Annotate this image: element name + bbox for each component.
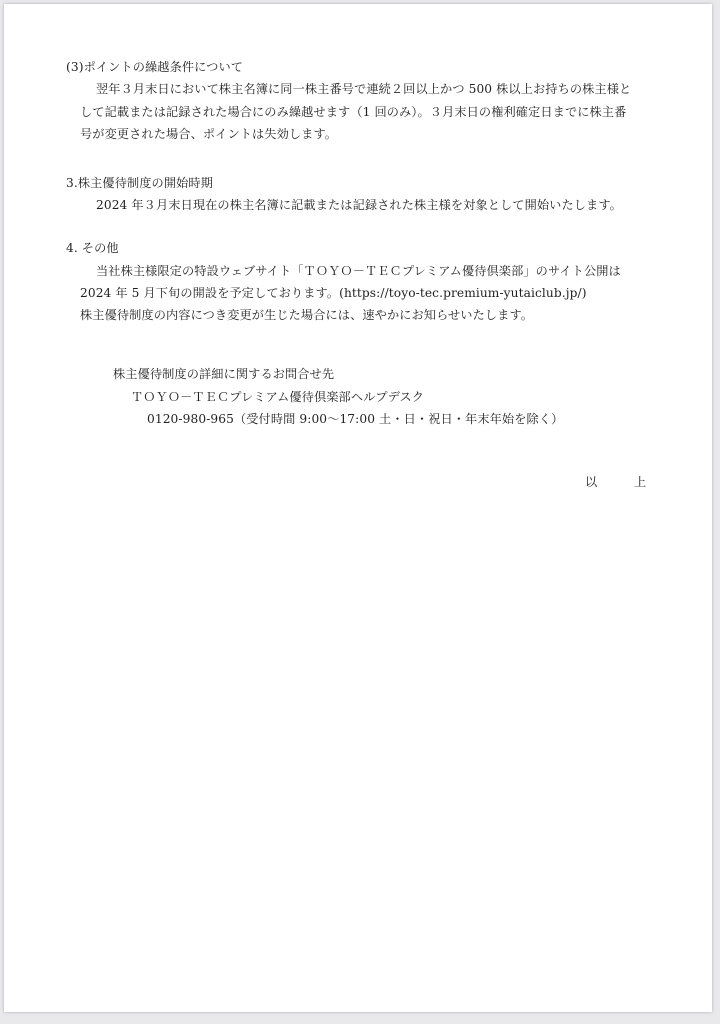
- closing-mark-right: 上: [634, 475, 647, 489]
- section-4-line-2: 2024 年 5 月下旬の開設を予定しております。(https://toyo-tec.premium-yutaiclub.jp/): [80, 286, 587, 300]
- section-3-3-line-2: して記載または記録された場合にのみ繰越せます（1 回のみ）。３月末日の権利確定日までに株主番: [80, 105, 627, 119]
- section-4-line-1: 当社株主様限定の特設ウェブサイト「ＴＯＹＯ－ＴＥＣプレミアム優待倶楽部」のサイト公開は: [96, 264, 621, 278]
- section-3-line-1: 2024 年３月末日現在の株主名簿に記載または記録された株主様を対象として開始いたします。: [96, 198, 622, 212]
- section-4-heading: 4. その他: [66, 241, 119, 255]
- closing-mark-left: 以: [585, 475, 598, 489]
- contact-desk: ＴＯＹＯ－ＴＥＣプレミアム優待倶楽部ヘルプデスク: [131, 390, 425, 404]
- section-3-3-line-3: 号が変更された場合、ポイントは失効します。: [80, 127, 338, 141]
- section-3-heading: 3.株主優待制度の開始時期: [66, 176, 213, 190]
- document-page: [4, 4, 712, 1012]
- contact-title: 株主優待制度の詳細に関するお問合せ先: [113, 367, 335, 381]
- contact-phone: 0120-980-965（受付時間 9:00～17:00 土・日・祝日・年末年始を除く）: [147, 412, 564, 426]
- section-4-line-3: 株主優待制度の内容につき変更が生じた場合には、速やかにお知らせいたします。: [80, 308, 534, 322]
- section-3-3-heading: (3)ポイントの繰越条件について: [66, 60, 244, 74]
- section-3-3-line-1: 翌年３月末日において株主名簿に同一株主番号で連続２回以上かつ 500 株以上お持ちの株主様と: [96, 82, 632, 96]
